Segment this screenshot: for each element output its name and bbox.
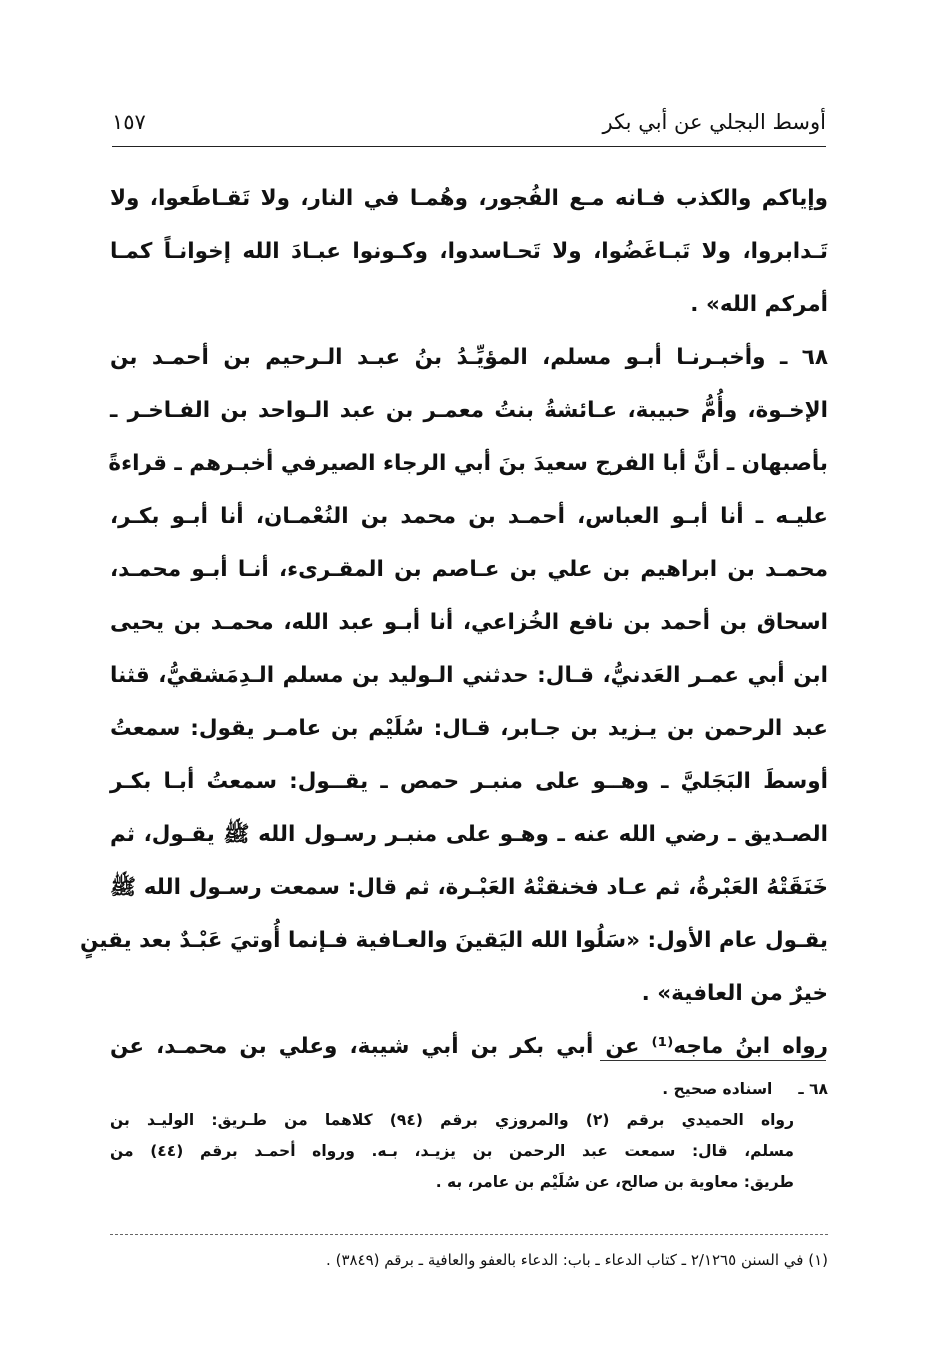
text-line: ابن أبي عمـر العَدنيُّ، قـال: حدثني الـوليد بن مسلم الـدِمَشقيُّ، قثنا — [110, 663, 828, 688]
note-line: مسلم، قال: سمعت عبد الرحمن بن يزيـد، بـه. ورواه أحمـد برقم (٤٤) من — [110, 1142, 795, 1160]
footnote-separator — [600, 1060, 826, 1061]
text-line: محمـد بن ابراهيم بن علي بن عـاصم بن المقـرىء، أنـا أبـو محمـد، — [110, 557, 828, 582]
text-line: أمركم الله» . — [690, 292, 828, 317]
text-line: عبد الرحمن بن يـزيد بن جـابر، قـال: سُلَيْم بن عامـر يقول: سمعتُ — [110, 716, 828, 741]
running-title: أوسط البجلي عن أبي بكر — [602, 110, 826, 134]
text-line: اسحاق بن أحمد بن نافع الخُزاعي، أنا أبـو عبد الله، محمـد بن يحيى — [110, 610, 828, 635]
text-line: خَنَقَتْهُ العَبْرةُ، ثم عـاد فخنقتْهُ العَبْـرة، ثم قال: سمعت رسـول الله ﷺ — [110, 875, 828, 900]
note-line: طريق: معاوية بن صالح، عن سُلَيْم بن عامر، به . — [435, 1173, 794, 1191]
note-number: ٦٨ ـ — [798, 1080, 828, 1098]
text-line: وإياكم والكذب فـانه مـع الفُجور، وهُمـا في النار، ولا تَقـاطَعوا، ولا — [110, 186, 828, 211]
text-line: الإخـوة، وأُمُّ حبيبة، عـائشةُ بنتُ معمـر بن عبد الـواحد بن الفـاخـر ـ — [110, 398, 828, 423]
text-line: تَـدابروا، ولا تَبـاغَضُوا، ولا تَحـاسدوا، وكـونوا عبـادَ الله إخوانـاً كمـا — [110, 239, 828, 264]
text-line: ٦٨ ـ وأخبـرنـا أبـو مسلم، المؤيِّـدُ بنُ عبـد الـرحيم بن أحمـد بن — [110, 345, 828, 370]
text-line: الصـديق ـ رضي الله عنه ـ وهـو على منبـر رسـول الله ﷺ يقـول، ثم — [110, 822, 828, 847]
commentary-notes — [110, 1074, 828, 1198]
running-header — [112, 94, 826, 134]
source-footnote: (١) في السنن ٢/١٢٦٥ ـ كتاب الدعاء ـ باب: الدعاء بالعفو والعافية ـ برقم (٣٨٤٩) . — [326, 1251, 828, 1269]
page-number: ١٥٧ — [112, 110, 146, 134]
source-note-separator — [110, 1234, 828, 1235]
text-line: يقـول عام الأول: «سَلُوا الله اليَقينَ والعـافية فـإنما أُوتيَ عَبْـدٌ بعد يقينٍ — [79, 928, 828, 953]
text-line: بأصبهان ـ أنَّ أبا الفرج سعيدَ بنَ أبي الرجاء الصيرفي أخبـرهم ـ قراءةً — [108, 451, 828, 476]
text-line: رواه ابنُ ماجه⁽¹⁾ عن أبي بكر بن أبي شيبة، وعلي بن محمـد، عن — [110, 1034, 828, 1059]
text-line: خيرٌ من العافية» . — [641, 981, 828, 1006]
note-line: رواه الحميدي برقم (٢) والمروزي برقم (٩٤) كلاهما من طـريق: الوليـد بن — [110, 1111, 794, 1129]
main-text — [79, 172, 828, 1073]
header-rule — [112, 146, 826, 147]
text-line: أوسطَ البَجَليَّ ـ وهــو على منبـر حمص ـ يقــول: سمعتُ أبـا بكـر — [110, 769, 828, 794]
note-heading: اسناده صحيح . — [662, 1080, 773, 1098]
note-heading-row — [110, 1074, 828, 1105]
note-body — [110, 1105, 828, 1198]
text-line: عليـه ـ أنا أبـو العباس، أحمـد بن محمد بن النُعْمـان، أنا أبـو بكـر، — [110, 504, 828, 529]
